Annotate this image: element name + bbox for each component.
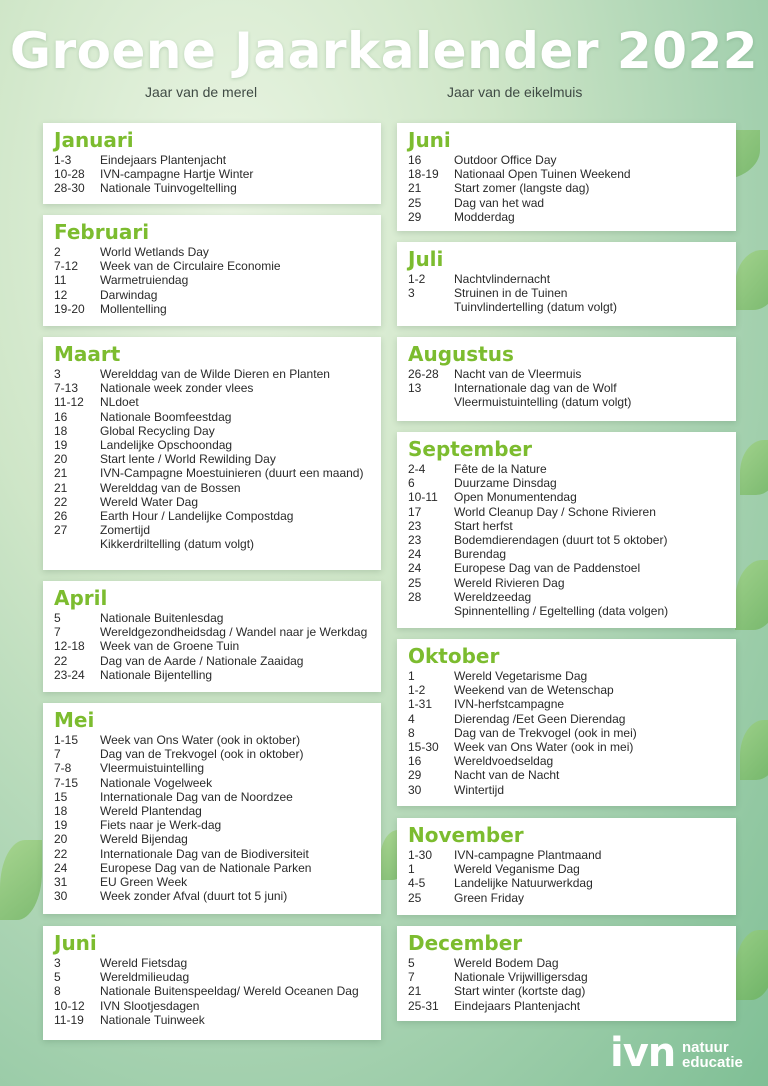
event-row [54, 776, 371, 790]
event-row [408, 153, 726, 167]
event-date: 8 [54, 984, 61, 999]
event-date: 12-18 [54, 639, 85, 654]
event-date: 7-12 [54, 259, 79, 274]
event-date: 3 [408, 286, 415, 301]
event-title: Dag van het wad [454, 195, 545, 210]
event-title: Nationale Bijentelling [100, 667, 213, 682]
event-date: 22 [54, 846, 68, 861]
event-date: 1 [408, 862, 415, 877]
month-card-mei [43, 703, 381, 914]
event-date: 2-4 [408, 462, 426, 476]
event-list [54, 611, 371, 682]
month-card-juni-left [43, 926, 381, 1040]
event-date: 11-19 [54, 1012, 84, 1027]
event-list [408, 848, 726, 905]
event-title: Wereldmilieudag [100, 970, 190, 985]
event-date: 3 [54, 956, 61, 970]
event-row [54, 495, 371, 509]
event-date: 18-19 [408, 167, 439, 182]
event-title: Zomertijd [100, 523, 151, 538]
event-list [54, 733, 371, 903]
event-row [54, 273, 371, 287]
month-card-oktober [397, 639, 736, 806]
event-row [54, 537, 371, 551]
event-date: 1-30 [408, 848, 433, 862]
event-date: 7-8 [54, 761, 72, 776]
background-leaf [740, 440, 768, 495]
event-date: 4-5 [408, 876, 426, 891]
event-date: 18 [54, 804, 68, 819]
page-title: Groene Jaarkalender 2022 [9, 22, 759, 80]
event-title: Fête de la Nature [454, 462, 547, 476]
event-title: Nationale Vogelweek [100, 775, 213, 790]
event-row [54, 790, 371, 804]
event-title: Wereldgezondheidsdag / Wandel naar je Werkdag [100, 625, 368, 640]
event-row [54, 956, 371, 970]
event-title: IVN-campagne Plantmaand [454, 848, 602, 862]
event-date: 10-11 [408, 490, 438, 505]
event-title: Week van Ons Water (ook in mei) [454, 740, 634, 755]
event-title: Week zonder Afval (duurt tot 5 juni) [100, 889, 288, 904]
event-row [54, 410, 371, 424]
event-date: 1-2 [408, 272, 426, 286]
event-row [54, 509, 371, 523]
event-row [54, 970, 371, 984]
event-date: 31 [54, 875, 68, 890]
event-list [54, 956, 371, 1027]
event-row [408, 367, 726, 381]
event-date: 19 [54, 438, 68, 453]
event-row [408, 726, 726, 740]
event-title: Global Recycling Day [100, 423, 215, 438]
event-date: 5 [408, 956, 415, 970]
event-row [408, 848, 726, 862]
month-title: Juni [408, 128, 451, 152]
event-title: Duurzame Dinsdag [454, 476, 557, 491]
event-date: 10-28 [54, 167, 85, 182]
event-title: Nationale Tuinvogeltelling [100, 181, 237, 196]
event-title: Wereld Bodem Dag [454, 956, 559, 970]
event-row [54, 523, 371, 537]
event-title: Weekend van de Wetenschap [454, 683, 614, 698]
event-row [54, 259, 371, 273]
event-title: Nationale Buitenspeeldag/ Wereld Oceanen Dag [100, 984, 359, 999]
event-date: 25-31 [408, 998, 439, 1013]
event-title: IVN-herfstcampagne [454, 697, 565, 712]
month-card-april [43, 581, 381, 692]
month-title: September [408, 437, 532, 461]
event-date: 1-3 [54, 153, 72, 167]
event-title: Week van Ons Water (ook in oktober) [100, 733, 301, 747]
event-row [54, 302, 371, 316]
event-date: 18 [54, 423, 68, 438]
event-row [54, 804, 371, 818]
event-title: Mollentelling [100, 301, 167, 316]
logo-tagline [682, 1040, 743, 1070]
event-date: 17 [408, 504, 422, 519]
event-date: 19 [54, 818, 68, 833]
event-date: 22 [54, 494, 68, 509]
event-row [408, 970, 726, 984]
event-title: Europese Dag van de Nationale Parken [100, 860, 312, 875]
event-row [408, 395, 726, 409]
background-leaf [0, 840, 42, 920]
event-date: 26-28 [408, 367, 439, 381]
event-row [408, 697, 726, 711]
event-date [408, 300, 454, 314]
event-title: Nationale Buitenlesdag [100, 611, 224, 625]
event-title: Nationaal Open Tuinen Weekend [454, 167, 631, 182]
event-row [54, 625, 371, 639]
event-title: Nacht van de Vleermuis [454, 367, 582, 381]
month-card-februari [43, 215, 381, 326]
month-card-augustus [397, 337, 736, 421]
event-row [408, 381, 726, 395]
event-title: Week van de Circulaire Economie [100, 259, 281, 274]
event-date: 24 [54, 860, 68, 875]
event-date: 7 [408, 970, 415, 985]
event-title: Wereld Plantendag [100, 804, 202, 819]
event-date: 30 [54, 889, 68, 904]
event-row [54, 747, 371, 761]
event-title: Nationale week zonder vlees [100, 381, 254, 396]
event-list [54, 245, 371, 316]
event-date: 25 [408, 890, 422, 905]
event-date: 21 [408, 984, 422, 999]
event-date: 7-15 [54, 775, 79, 790]
event-date: 6 [408, 476, 415, 491]
event-row [408, 876, 726, 890]
event-row [54, 984, 371, 998]
event-date: 24 [408, 561, 422, 576]
event-row [54, 861, 371, 875]
event-title: Nachtvlindernacht [454, 272, 551, 286]
event-title: Dag van de Trekvogel (ook in mei) [454, 725, 637, 740]
event-title: Start herfst [454, 518, 513, 533]
event-row [408, 210, 726, 224]
event-title: Dag van de Trekvogel (ook in oktober) [100, 747, 304, 762]
event-title: Wereld Fietsdag [100, 956, 188, 970]
event-date: 20 [54, 452, 68, 467]
event-list [408, 462, 726, 618]
event-row [408, 683, 726, 697]
event-title: Tuinvlindertelling (datum volgt) [454, 300, 617, 315]
event-row [54, 832, 371, 846]
event-date: 1-15 [54, 733, 79, 747]
event-date: 23 [408, 518, 422, 533]
event-date: 20 [54, 832, 68, 847]
event-date: 28-30 [54, 181, 85, 196]
event-row [54, 367, 371, 381]
event-date: 16 [408, 153, 422, 167]
month-card-december [397, 926, 736, 1021]
event-title: Vleermuistuintelling [100, 761, 205, 776]
event-row [408, 196, 726, 210]
event-row [54, 1013, 371, 1027]
background-leaf [740, 720, 768, 780]
event-row [54, 999, 371, 1013]
subtitle-right: Jaar van de eikelmuis [447, 84, 583, 100]
event-date: 29 [408, 768, 422, 783]
event-row [54, 452, 371, 466]
event-date: 22 [54, 653, 68, 668]
event-row [54, 847, 371, 861]
event-list [408, 956, 726, 1013]
event-row [408, 519, 726, 533]
event-title: Burendag [454, 547, 507, 562]
month-title: Juli [408, 247, 444, 271]
event-row [408, 891, 726, 905]
event-title: Europese Dag van de Paddenstoel [454, 561, 641, 576]
event-row [408, 576, 726, 590]
event-date: 29 [408, 209, 422, 224]
event-title: Fiets naar je Werk-dag [100, 818, 222, 833]
event-title: Nacht van de Nacht [454, 768, 560, 783]
logo-line-2: educatie [682, 1054, 743, 1071]
event-row [408, 286, 726, 300]
month-title: November [408, 823, 524, 847]
event-title: Nationale Boomfeestdag [100, 409, 232, 424]
event-date: 7-13 [54, 381, 79, 396]
event-title: Wereldvoedseldag [454, 754, 554, 769]
month-card-september [397, 432, 736, 628]
event-title: Outdoor Office Day [454, 153, 557, 167]
event-row [408, 754, 726, 768]
month-title: Maart [54, 342, 121, 366]
event-title: Start winter (kortste dag) [454, 984, 586, 999]
event-title: Wereld Water Dag [100, 494, 199, 509]
event-date: 23-24 [54, 667, 85, 682]
ivn-logo [610, 1030, 760, 1078]
event-date: 3 [54, 367, 61, 381]
event-title: Wereldzeedag [454, 589, 532, 604]
event-title: Wintertijd [454, 782, 505, 797]
event-row [408, 547, 726, 561]
event-title: Vleermuistuintelling (datum volgt) [454, 395, 632, 410]
event-title: IVN Slootjesdagen [100, 998, 200, 1013]
event-row [54, 181, 371, 195]
event-date: 2 [54, 245, 61, 259]
event-row [54, 889, 371, 903]
event-row [54, 481, 371, 495]
event-title: Kikkerdriltelling (datum volgt) [100, 537, 255, 552]
event-row [408, 999, 726, 1013]
event-date: 1-2 [408, 683, 426, 698]
event-title: Wereld Veganisme Dag [454, 862, 580, 877]
event-title: Wereld Rivieren Dag [454, 575, 565, 590]
event-row [408, 604, 726, 618]
event-title: EU Green Week [100, 875, 188, 890]
event-title: Internationale Dag van de Biodiversiteit [100, 846, 309, 861]
month-title: April [54, 586, 108, 610]
event-date: 10-12 [54, 998, 85, 1013]
event-row [408, 740, 726, 754]
month-card-juni-right [397, 123, 736, 231]
event-row [54, 288, 371, 302]
event-date: 16 [408, 754, 422, 769]
event-row [54, 818, 371, 832]
month-title: Augustus [408, 342, 514, 366]
event-row [408, 167, 726, 181]
event-row [408, 768, 726, 782]
event-row [408, 984, 726, 998]
month-card-juli [397, 242, 736, 326]
event-title: IVN-Campagne Moestuinieren (duurt een maand) [100, 466, 364, 481]
month-card-maart [43, 337, 381, 570]
event-list [54, 367, 371, 552]
event-title: NLdoet [100, 395, 139, 410]
event-title: Week van de Groene Tuin [100, 639, 240, 654]
event-title: Nationale Tuinweek [100, 1012, 205, 1027]
event-row [408, 462, 726, 476]
month-title: Januari [54, 128, 134, 152]
event-date: 4 [408, 711, 415, 726]
event-row [408, 783, 726, 797]
background-leaf [735, 250, 768, 310]
event-date [408, 395, 454, 409]
event-date: 12 [54, 287, 68, 302]
background-leaf [735, 560, 768, 630]
event-date: 21 [54, 466, 68, 481]
event-date: 8 [408, 725, 415, 740]
event-date: 15-30 [408, 740, 439, 755]
month-title: Februari [54, 220, 150, 244]
logo-brand: ivn [610, 1030, 676, 1076]
event-row [54, 668, 371, 682]
event-row [54, 381, 371, 395]
event-row [408, 181, 726, 195]
event-date: 23 [408, 533, 422, 548]
event-title: Dierendag /Eet Geen Dierendag [454, 711, 626, 726]
month-card-januari [43, 123, 381, 204]
event-title: Spinnentelling / Egeltelling (data volgen) [454, 604, 669, 619]
event-date: 26 [54, 509, 68, 524]
event-date: 1-31 [408, 697, 433, 712]
event-date: 5 [54, 970, 61, 985]
event-title: Dag van de Aarde / Nationale Zaaidag [100, 653, 304, 668]
event-row [408, 862, 726, 876]
event-date: 15 [54, 789, 68, 804]
event-title: Internationale dag van de Wolf [454, 381, 617, 396]
event-list [408, 367, 726, 410]
event-row [408, 505, 726, 519]
event-row [408, 300, 726, 314]
event-date: 25 [408, 575, 422, 590]
event-date: 27 [54, 523, 68, 538]
event-date: 21 [54, 480, 68, 495]
event-row [54, 761, 371, 775]
event-date: 19-20 [54, 301, 85, 316]
event-title: Landelijke Opschoondag [100, 438, 233, 453]
event-title: Landelijke Natuurwerkdag [454, 876, 593, 891]
event-title: IVN-campagne Hartje Winter [100, 167, 254, 182]
logo-line-1: natuur [682, 1039, 729, 1056]
event-title: Open Monumentendag [454, 490, 577, 505]
event-date: 11 [54, 273, 67, 288]
event-title: Green Friday [454, 890, 525, 905]
event-list [408, 669, 726, 797]
event-row [54, 654, 371, 668]
subtitle-left: Jaar van de merel [145, 84, 258, 100]
event-row [54, 167, 371, 181]
event-row [408, 476, 726, 490]
event-list [54, 153, 371, 196]
event-row [54, 438, 371, 452]
event-row [408, 669, 726, 683]
event-title: Eindejaars Plantenjacht [100, 153, 227, 167]
event-title: Earth Hour / Landelijke Compostdag [100, 509, 294, 524]
event-date: 7 [54, 625, 61, 640]
event-date [408, 604, 454, 618]
event-title: Start lente / World Rewilding Day [100, 452, 276, 467]
event-row [408, 561, 726, 575]
event-date: 11-12 [54, 395, 84, 410]
event-title: Modderdag [454, 209, 515, 224]
event-date: 30 [408, 782, 422, 797]
event-title: Werelddag van de Wilde Dieren en Planten [100, 367, 330, 381]
event-date: 7 [54, 747, 61, 762]
event-row [54, 875, 371, 889]
month-title: Oktober [408, 644, 500, 668]
event-row [54, 153, 371, 167]
month-title: Juni [54, 931, 97, 955]
event-date: 25 [408, 195, 422, 210]
event-date: 1 [408, 669, 415, 683]
event-title: Bodemdierendagen (duurt tot 5 oktober) [454, 533, 668, 548]
event-date: 13 [408, 381, 422, 396]
event-list [408, 272, 726, 315]
event-row [54, 639, 371, 653]
event-row [408, 533, 726, 547]
event-date: 21 [408, 181, 422, 196]
month-title: December [408, 931, 523, 955]
month-card-november [397, 818, 736, 915]
event-row [408, 712, 726, 726]
background-leaf [735, 930, 768, 1000]
event-title: World Wetlands Day [100, 245, 209, 259]
event-date: 24 [408, 547, 422, 562]
event-title: Warmetruiendag [100, 273, 189, 288]
event-title: Nationale Vrijwilligersdag [454, 970, 588, 985]
event-row [408, 272, 726, 286]
event-row [54, 466, 371, 480]
event-list [408, 153, 726, 224]
event-title: Wereld Vegetarisme Dag [454, 669, 588, 683]
event-date: 5 [54, 611, 61, 625]
event-row [54, 733, 371, 747]
event-title: Start zomer (langste dag) [454, 181, 590, 196]
event-row [408, 590, 726, 604]
event-row [54, 611, 371, 625]
event-date [54, 537, 100, 551]
event-title: Struinen in de Tuinen [454, 286, 568, 301]
event-row [408, 956, 726, 970]
event-row [54, 245, 371, 259]
event-title: Werelddag van de Bossen [100, 480, 241, 495]
event-row [408, 490, 726, 504]
event-row [54, 395, 371, 409]
event-title: Eindejaars Plantenjacht [454, 998, 581, 1013]
event-title: Wereld Bijendag [100, 832, 188, 847]
event-title: Darwindag [100, 287, 158, 302]
month-title: Mei [54, 708, 95, 732]
event-title: Internationale Dag van de Noordzee [100, 789, 293, 804]
event-row [54, 424, 371, 438]
event-date: 16 [54, 409, 68, 424]
event-title: World Cleanup Day / Schone Rivieren [454, 504, 656, 519]
event-date: 28 [408, 589, 422, 604]
